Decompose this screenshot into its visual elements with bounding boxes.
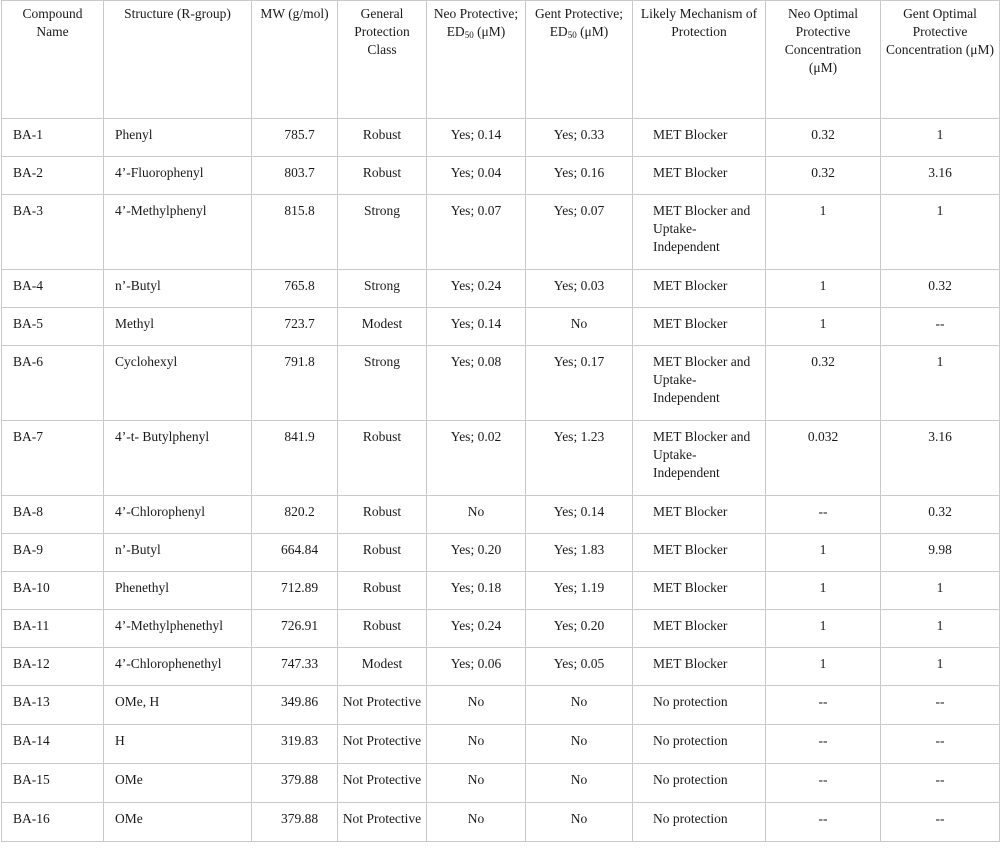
mechanism-cell: MET Blocker — [633, 648, 766, 686]
compound-cell: BA-12 — [2, 648, 104, 686]
neo-opt-cell: -- — [766, 803, 881, 842]
neo-cell: No — [427, 803, 526, 842]
class-cell: Strong — [338, 270, 427, 308]
gent-opt-cell: -- — [881, 725, 1000, 764]
gent-opt-cell: 1 — [881, 648, 1000, 686]
structure-cell: H — [104, 725, 252, 764]
structure-cell: 4’-Chlorophenyl — [104, 496, 252, 534]
gent-cell: Yes; 1.23 — [526, 421, 633, 496]
mechanism-cell: MET Blocker and Uptake-Independent — [633, 346, 766, 421]
compound-cell: BA-14 — [2, 725, 104, 764]
structure-cell: n’-Butyl — [104, 270, 252, 308]
gent-cell: Yes; 0.05 — [526, 648, 633, 686]
mw-cell: 785.7 — [252, 119, 338, 157]
structure-cell: Phenethyl — [104, 572, 252, 610]
gent-cell: Yes; 0.07 — [526, 195, 633, 270]
gent-opt-cell: 3.16 — [881, 421, 1000, 496]
neo-cell: Yes; 0.02 — [427, 421, 526, 496]
header-neo-text: Neo Protective; ED — [433, 6, 519, 39]
table-row — [2, 195, 1000, 270]
mw-cell: 841.9 — [252, 421, 338, 496]
header-gent-text: Gent Protective; ED — [534, 6, 624, 39]
gent-cell: Yes; 0.16 — [526, 157, 633, 195]
mechanism-cell: MET Blocker — [633, 270, 766, 308]
gent-cell: No — [526, 686, 633, 725]
header-structure: Structure (R-group) — [104, 1, 252, 119]
structure-cell: OMe, H — [104, 686, 252, 725]
header-neo — [427, 1, 526, 119]
gent-opt-cell: 0.32 — [881, 496, 1000, 534]
class-cell: Not Protective — [338, 764, 427, 803]
structure-cell: OMe — [104, 803, 252, 842]
table-row — [2, 725, 1000, 764]
neo-opt-cell: -- — [766, 686, 881, 725]
structure-cell: Methyl — [104, 308, 252, 346]
structure-cell: 4’-Methylphenethyl — [104, 610, 252, 648]
compound-cell: BA-7 — [2, 421, 104, 496]
header-neo-sub: 50 — [464, 30, 474, 40]
compound-cell: BA-16 — [2, 803, 104, 842]
neo-cell: Yes; 0.24 — [427, 270, 526, 308]
neo-opt-cell: 1 — [766, 270, 881, 308]
mw-cell: 765.8 — [252, 270, 338, 308]
gent-opt-cell: -- — [881, 803, 1000, 842]
gent-opt-cell: -- — [881, 686, 1000, 725]
gent-cell: Yes; 0.14 — [526, 496, 633, 534]
gent-cell: No — [526, 308, 633, 346]
neo-cell: Yes; 0.18 — [427, 572, 526, 610]
gent-cell: Yes; 1.19 — [526, 572, 633, 610]
gent-opt-cell: 1 — [881, 572, 1000, 610]
mechanism-cell: MET Blocker — [633, 119, 766, 157]
table-row — [2, 764, 1000, 803]
neo-opt-cell: 0.32 — [766, 346, 881, 421]
header-gent — [526, 1, 633, 119]
gent-opt-cell: 0.32 — [881, 270, 1000, 308]
table-body — [2, 119, 1000, 842]
table-row — [2, 686, 1000, 725]
compound-cell: BA-11 — [2, 610, 104, 648]
mw-cell: 723.7 — [252, 308, 338, 346]
neo-cell: Yes; 0.04 — [427, 157, 526, 195]
class-cell: Modest — [338, 648, 427, 686]
class-cell: Robust — [338, 157, 427, 195]
gent-opt-cell: -- — [881, 764, 1000, 803]
neo-opt-cell: -- — [766, 764, 881, 803]
table-row — [2, 610, 1000, 648]
mechanism-cell: MET Blocker — [633, 308, 766, 346]
gent-cell: Yes; 1.83 — [526, 534, 633, 572]
gent-opt-cell: -- — [881, 308, 1000, 346]
neo-cell: No — [427, 496, 526, 534]
table-row — [2, 421, 1000, 496]
neo-opt-cell: 1 — [766, 308, 881, 346]
neo-opt-cell: 1 — [766, 572, 881, 610]
neo-opt-cell: 1 — [766, 610, 881, 648]
gent-cell: No — [526, 725, 633, 764]
neo-opt-cell: 0.32 — [766, 119, 881, 157]
mw-cell: 319.83 — [252, 725, 338, 764]
mw-cell: 815.8 — [252, 195, 338, 270]
class-cell: Robust — [338, 572, 427, 610]
mechanism-cell: MET Blocker — [633, 496, 766, 534]
table-row — [2, 803, 1000, 842]
table-row — [2, 157, 1000, 195]
class-cell: Not Protective — [338, 686, 427, 725]
mechanism-cell: No protection — [633, 686, 766, 725]
mechanism-cell: MET Blocker — [633, 572, 766, 610]
table-row — [2, 572, 1000, 610]
mechanism-cell: MET Blocker and Uptake-Independent — [633, 195, 766, 270]
mechanism-cell: MET Blocker — [633, 534, 766, 572]
compound-cell: BA-13 — [2, 686, 104, 725]
header-gent-unit: (μM) — [576, 24, 609, 39]
neo-cell: No — [427, 725, 526, 764]
gent-opt-cell: 9.98 — [881, 534, 1000, 572]
gent-opt-cell: 3.16 — [881, 157, 1000, 195]
header-mw: MW (g/mol) — [252, 1, 338, 119]
class-cell: Modest — [338, 308, 427, 346]
table-row — [2, 534, 1000, 572]
mw-cell: 349.86 — [252, 686, 338, 725]
class-cell: Robust — [338, 119, 427, 157]
header-gent-sub: 50 — [567, 30, 577, 40]
gent-opt-cell: 1 — [881, 119, 1000, 157]
structure-cell: OMe — [104, 764, 252, 803]
table-row — [2, 119, 1000, 157]
structure-cell: 4’-Methylphenyl — [104, 195, 252, 270]
class-cell: Robust — [338, 421, 427, 496]
compound-cell: BA-3 — [2, 195, 104, 270]
header-gent-opt: Gent Optimal Protective Concentration (μM) — [881, 1, 1000, 119]
mechanism-cell: No protection — [633, 725, 766, 764]
compound-cell: BA-1 — [2, 119, 104, 157]
header-row — [2, 1, 1000, 119]
mw-cell: 726.91 — [252, 610, 338, 648]
neo-opt-cell: 0.32 — [766, 157, 881, 195]
neo-cell: Yes; 0.20 — [427, 534, 526, 572]
gent-cell: No — [526, 764, 633, 803]
neo-cell: Yes; 0.06 — [427, 648, 526, 686]
compound-table — [1, 0, 1000, 842]
mw-cell: 379.88 — [252, 764, 338, 803]
mw-cell: 803.7 — [252, 157, 338, 195]
table-row — [2, 308, 1000, 346]
mw-cell: 791.8 — [252, 346, 338, 421]
class-cell: Robust — [338, 496, 427, 534]
mw-cell: 820.2 — [252, 496, 338, 534]
neo-cell: Yes; 0.07 — [427, 195, 526, 270]
table-row — [2, 346, 1000, 421]
structure-cell: 4’-t- Butylphenyl — [104, 421, 252, 496]
structure-cell: 4’-Fluorophenyl — [104, 157, 252, 195]
neo-cell: Yes; 0.24 — [427, 610, 526, 648]
header-compound: Compound Name — [2, 1, 104, 119]
neo-cell: Yes; 0.14 — [427, 308, 526, 346]
structure-cell: 4’-Chlorophenethyl — [104, 648, 252, 686]
header-neo-opt: Neo Optimal Protective Concentration (μM) — [766, 1, 881, 119]
gent-cell: Yes; 0.17 — [526, 346, 633, 421]
compound-cell: BA-2 — [2, 157, 104, 195]
compound-cell: BA-15 — [2, 764, 104, 803]
class-cell: Robust — [338, 610, 427, 648]
neo-opt-cell: 1 — [766, 648, 881, 686]
mw-cell: 664.84 — [252, 534, 338, 572]
table-row — [2, 648, 1000, 686]
structure-cell: Cyclohexyl — [104, 346, 252, 421]
neo-cell: Yes; 0.08 — [427, 346, 526, 421]
gent-cell: Yes; 0.20 — [526, 610, 633, 648]
neo-cell: Yes; 0.14 — [427, 119, 526, 157]
class-cell: Robust — [338, 534, 427, 572]
structure-cell: Phenyl — [104, 119, 252, 157]
compound-cell: BA-6 — [2, 346, 104, 421]
gent-cell: Yes; 0.33 — [526, 119, 633, 157]
gent-opt-cell: 1 — [881, 195, 1000, 270]
header-class: General Protection Class — [338, 1, 427, 119]
table-row — [2, 496, 1000, 534]
class-cell: Not Protective — [338, 803, 427, 842]
structure-cell: n’-Butyl — [104, 534, 252, 572]
mechanism-cell: No protection — [633, 764, 766, 803]
neo-cell: No — [427, 686, 526, 725]
neo-opt-cell: 1 — [766, 534, 881, 572]
compound-cell: BA-10 — [2, 572, 104, 610]
compound-cell: BA-4 — [2, 270, 104, 308]
gent-opt-cell: 1 — [881, 610, 1000, 648]
class-cell: Not Protective — [338, 725, 427, 764]
neo-opt-cell: 1 — [766, 195, 881, 270]
compound-cell: BA-9 — [2, 534, 104, 572]
mechanism-cell: No protection — [633, 803, 766, 842]
neo-opt-cell: 0.032 — [766, 421, 881, 496]
neo-opt-cell: -- — [766, 725, 881, 764]
table-row — [2, 270, 1000, 308]
header-mechanism: Likely Mechanism of Protection — [633, 1, 766, 119]
mechanism-cell: MET Blocker — [633, 157, 766, 195]
neo-cell: No — [427, 764, 526, 803]
class-cell: Strong — [338, 195, 427, 270]
mechanism-cell: MET Blocker — [633, 610, 766, 648]
gent-cell: No — [526, 803, 633, 842]
gent-cell: Yes; 0.03 — [526, 270, 633, 308]
mw-cell: 379.88 — [252, 803, 338, 842]
neo-opt-cell: -- — [766, 496, 881, 534]
compound-cell: BA-8 — [2, 496, 104, 534]
mechanism-cell: MET Blocker and Uptake-Independent — [633, 421, 766, 496]
class-cell: Strong — [338, 346, 427, 421]
mw-cell: 747.33 — [252, 648, 338, 686]
gent-opt-cell: 1 — [881, 346, 1000, 421]
header-neo-unit: (μM) — [473, 24, 506, 39]
compound-cell: BA-5 — [2, 308, 104, 346]
mw-cell: 712.89 — [252, 572, 338, 610]
